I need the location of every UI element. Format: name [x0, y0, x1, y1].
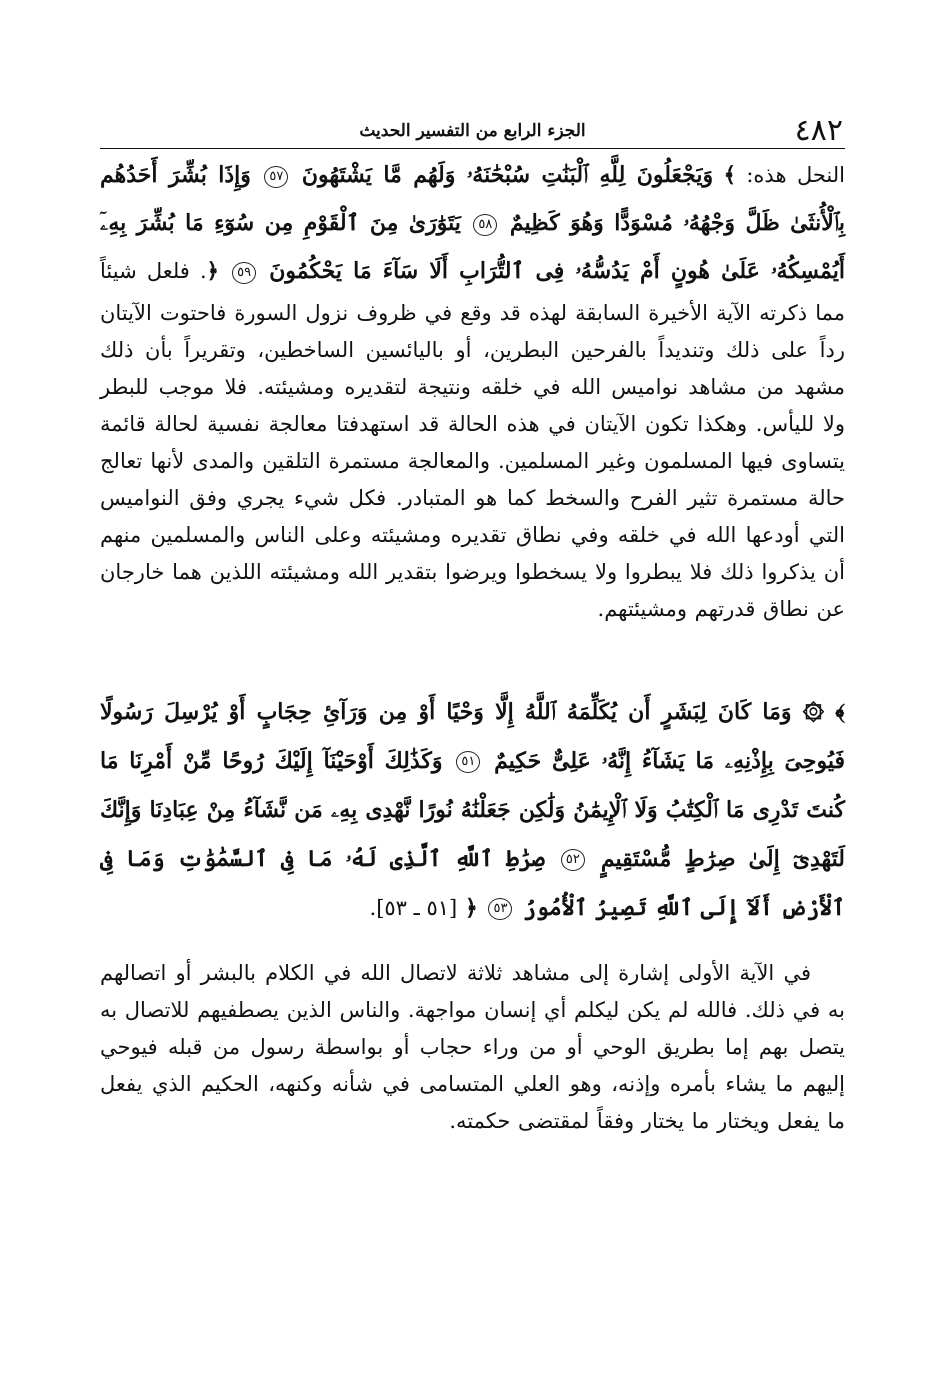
paragraph-1-lead: النحل هذه: [746, 163, 846, 187]
rub-el-hizb-icon: ۞ [802, 699, 825, 725]
page [100, 112, 845, 1140]
paragraph-1-body: فلعل شيئاً مما ذكرته الآية الأخيرة السابقة لهذه قد وقع في ظروف نزول السورة فاحتوت الآيتان رداً على ذلك وتنديداً بالفرحين البطرين، أو باليائسين الساخطين، وتقريراً بأن ذلك مشهد من مشاهد نواميس الله في خلقه ونتيجة لتقديره ومشيئته. فلا موجب للبطر ولا لليأس. وهكذا تكون الآيتان في هذه الحالة قد استهدفتا معالجة نفسية لحالة قائمة يتساوى فيها المسلمون وغير المسلمين. والمعالجة مستمرة التلقين والمدى لأنها تعالج حالة مستمرة تثير الفرح والسخط كما هو المتبادر. فكل شيء يجري وفق النواميس التي أودعها الله في خلقه وفي نطاق تقديره ومشيئته وعلى الناس والمسلمين منهم أن يذكروا ذلك فلا يبطروا ولا يسخطوا ويرضوا بتقدير الله ومشيئته اللذين هما خارجان عن نطاق قدرتهم ومشيئتهم. [100, 259, 845, 621]
verse-number-52: ٥٢ [561, 849, 585, 871]
verses-close-bracket: ﴿ [464, 895, 478, 921]
verse-number-53: ٥٣ [488, 898, 512, 920]
quran-verse-52: وَكَذَٰلِكَ أَوْحَيْنَآ إِلَيْكَ رُوحًا مِّنْ أَمْرِنَا مَا كُنتَ تَدْرِى مَا ٱلْكِتَٰبُ وَلَا ٱلْإِيمَٰنُ وَلَٰكِن جَعَلْنَٰهُ نُورًا نَّهْدِى بِهِۦ مَن نَّشَآءُ مِنْ عِبَادِنَا وَإِنَّكَ لَتَهْدِىٓ إِلَىٰ صِرَٰطٍ مُّسْتَقِيمٍ [100, 748, 845, 872]
quran-verse-57: وَيَجْعَلُونَ لِلَّهِ ٱلْبَنَٰتِ سُبْحَٰنَهُۥ وَلَهُم مَّا يَشْتَهُونَ [301, 162, 714, 188]
quran-close-bracket: ﴿ [206, 258, 219, 283]
running-title: الجزء الرابع من التفسير الحديث [359, 121, 586, 141]
verse-number-51: ٥١ [456, 751, 480, 773]
paragraph-2: في الآية الأولى إشارة إلى مشاهد ثلاثة لاتصال الله في الكلام بالبشر أو اتصالهم به في ذلك. فالله لم يكن ليكلم أي إنسان مواجهة. والناس الذين يصطفيهم للاتصال به يتصل بهم إما بطريق الوحي أو من وراء حجاب أو بواسطة رسول من قبله فيوحي إليهم ما يشاء بأمره وإذنه، وهو العلي المتسامى في شأنه وكنهه، الحكيم الذي يفعل ما يفعل ويختار ما يختار وفقاً لمقتضى حكمته. [100, 961, 845, 1133]
page-header [100, 112, 845, 149]
paragraph-1: النحل هذه: ﴾ وَيَجْعَلُونَ لِلَّهِ ٱلْبَنَٰتِ سُبْحَٰنَهُۥ وَلَهُم مَّا يَشْتَهُونَ ٥٧ وَإِذَا بُشِّرَ أَحَدُهُم بِٱلْأُنثَىٰ ظَلَّ وَجْهُهُۥ مُسْوَدًّا وَهُوَ كَظِيمٌ ٥٨ يَتَوَٰرَىٰ مِنَ ٱلْقَوْمِ مِن سُوٓءِ مَا بُشِّرَ بِهِۦٓ أَيُمْسِكُهُۥ عَلَىٰ هُونٍ أَمْ يَدُسُّهُۥ فِى ٱلتُّرَابِ أَلَا سَآءَ مَا يَحْكُمُونَ ٥٩ ﴿. فلعل شيئاً مما ذكرته الآية الأخيرة السابقة لهذه قد وقع في ظروف نزول السورة فاحتوت الآيتان رداً على ذلك وتنديداً بالفرحين البطرين، أو باليائسين الساخطين، وتقريراً بأن ذلك مشهد من مشاهد نواميس الله في خلقه ونتيجة لتقديره ومشيئته. فلا موجب للبطر ولا لليأس. وهكذا تكون الآيتان في هذه الحالة قد استهدفتا معالجة نفسية لحالة قائمة يتساوى فيها المسلمون وغير المسلمين. والمعالجة مستمرة التلقين والمدى لأنها تعالج حالة مستمرة تثير الفرح والسخط كما هو المتبادر. فكل شيء يجري وفق النواميس التي أودعها الله في خلقه وفي نطاق تقديره ومشيئته وعلى الناس والمسلمين منهم أن يذكروا ذلك فلا يبطروا ولا يسخطوا ويرضوا بتقدير الله ومشيئته اللذين هما خارجان عن نطاق قدرتهم ومشيئتهم. [100, 162, 846, 621]
verse-number-58: ٥٨ [473, 214, 497, 236]
quran-open-bracket: ﴾ [723, 162, 736, 187]
verse-reference: [٥١ ـ ٥٣]. [369, 896, 458, 920]
verses-open-bracket: ﴾ [835, 699, 845, 725]
verse-number-57: ٥٧ [264, 166, 288, 188]
quran-verses-block [100, 688, 845, 933]
quran-verse-59: يَتَوَٰرَىٰ مِنَ ٱلْقَوْمِ مِن سُوٓءِ مَا بُشِّرَ بِهِۦٓ أَيُمْسِكُهُۥ عَلَىٰ هُونٍ أَمْ يَدُسُّهُۥ فِى ٱلتُّرَابِ أَلَا سَآءَ مَا يَحْكُمُونَ [100, 210, 845, 284]
verse-number-59: ٥٩ [232, 262, 256, 284]
page-number: ٤٨٢ [794, 113, 843, 148]
quran-verse-53: صِرَٰطِ ٱللَّهِ ٱلَّذِى لَهُۥ مَا فِى ٱلسَّمَٰوَٰتِ وَمَا فِى ٱلْأَرْضِ أَلَآ إِلَى ٱللَّهِ تَصِيرُ ٱلْأُمُورُ [100, 846, 845, 921]
quran-verse-58: وَإِذَا بُشِّرَ أَحَدُهُم بِٱلْأُنثَىٰ ظَلَّ وَجْهُهُۥ مُسْوَدًّا وَهُوَ كَظِيمٌ [100, 162, 845, 236]
quran-verse-51: وَمَا كَانَ لِبَشَرٍ أَن يُكَلِّمَهُ ٱللَّهُ إِلَّا وَحْيًا أَوْ مِن وَرَآئِ حِجَابٍ أَوْ يُرْسِلَ رَسُولًا فَيُوحِىَ بِإِذْنِهِۦ مَا يَشَآءُ إِنَّهُۥ عَلِىٌّ حَكِيمٌ [100, 699, 845, 774]
